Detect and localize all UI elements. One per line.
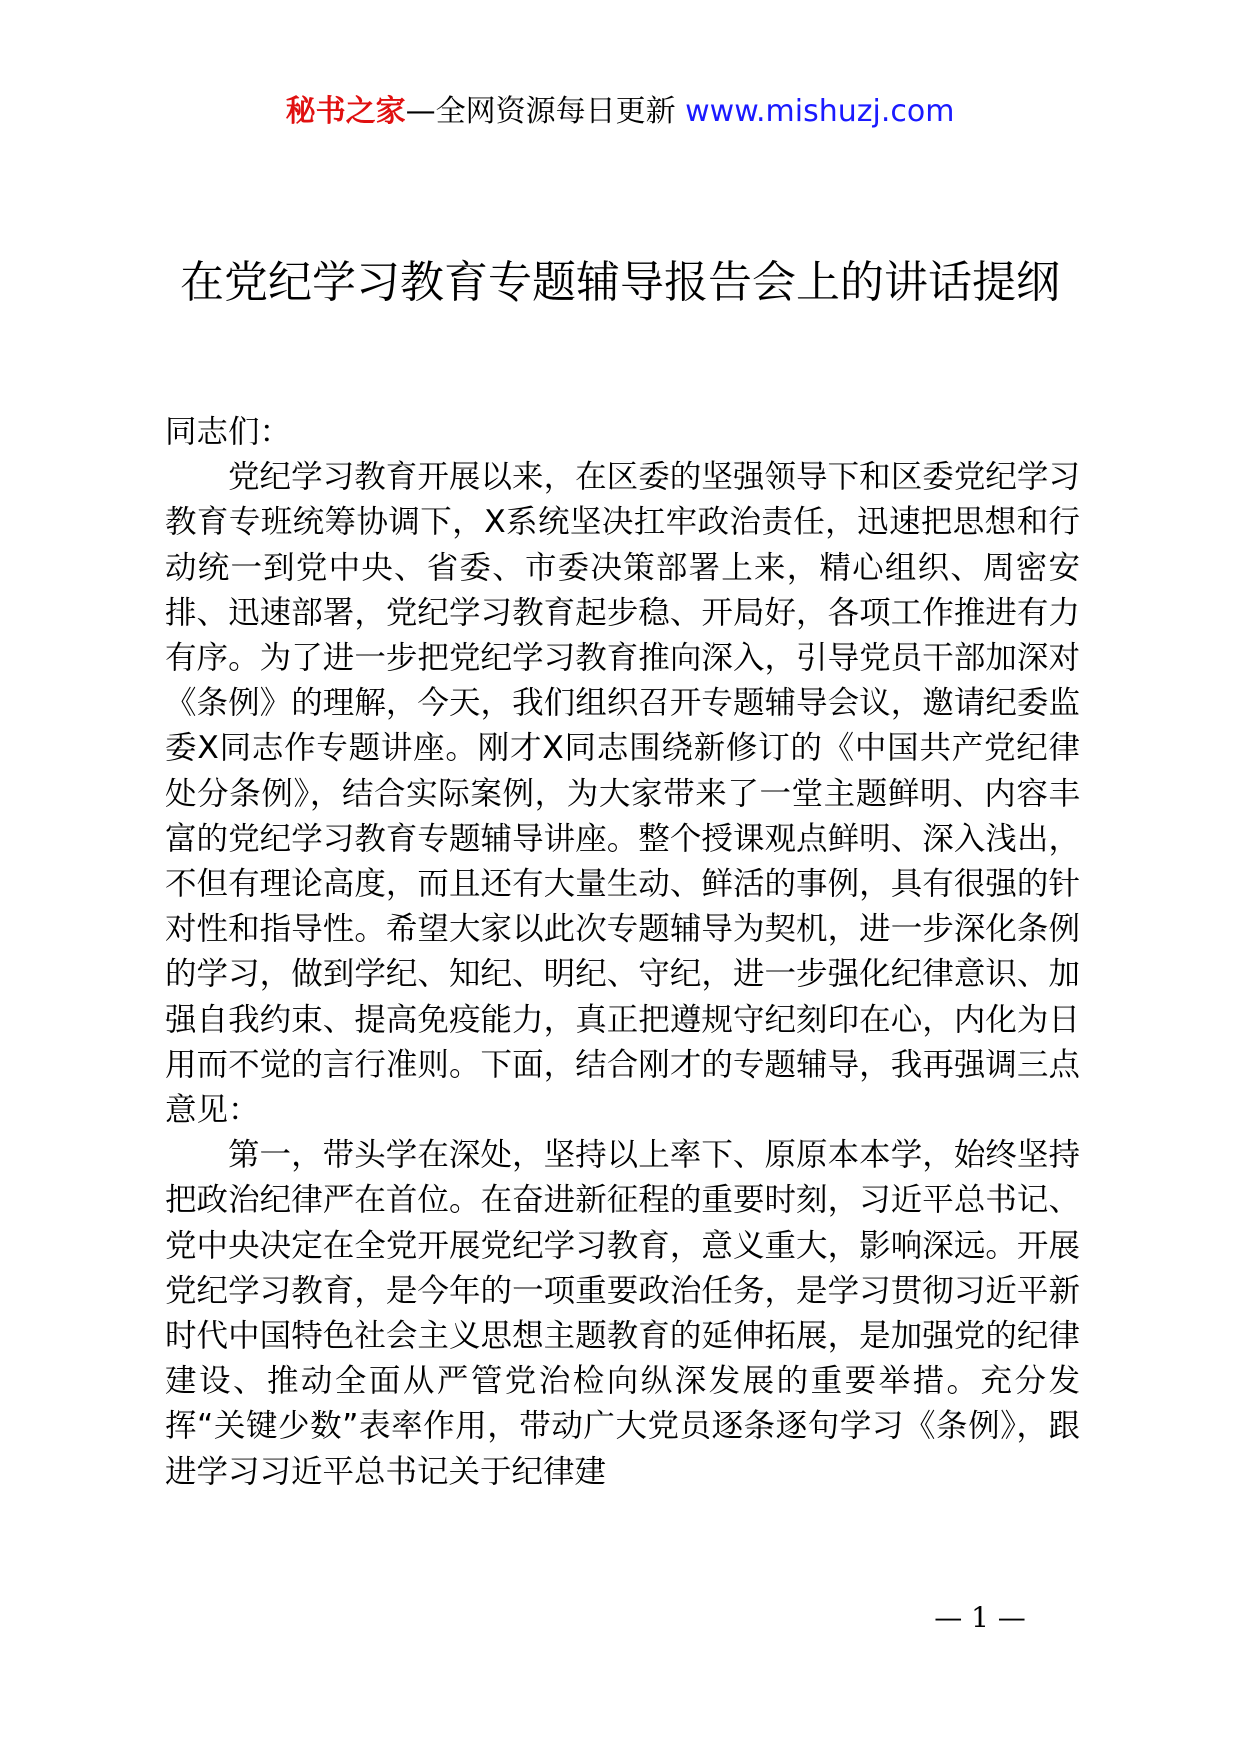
body-paragraph-1: 党纪学习教育开展以来，在区委的坚强领导下和区委党纪学习教育专班统筹协调下，X系统坚决扛牢政治责任，迅速把思想和行动统一到党中央、省委、市委决策部署上来，精心组织、周密安排、迅速部署，党纪学习教育起步稳、开局好，各项工作推进有力有序。为了进一步把党纪学习教育推向深入，引导党员干部加深对《条例》的理解，今天，我们组织召开专题辅导会议，邀请纪委监委X同志作专题讲座。刚才X同志围绕新修订的《中国共产党纪律处分条例》，结合实际案例，为大家带来了一堂主题鲜明、内容丰富的党纪学习教育专题辅导讲座。整个授课观点鲜明、深入浅出，不但有理论高度，而且还有大量生动、鲜活的事例，具有很强的针对性和指导性。希望大家以此次专题辅导为契机，进一步深化条例的学习，做到学纪、知纪、明纪、守纪，进一步强化纪律意识、加强自我约束、提高免疫能力，真正把遵规守纪刻印在心，内化为日用而不觉的言行准则。下面，结合刚才的专题辅导，我再强调三点意见： — [165, 459, 1080, 1129]
salutation: 同志们： — [165, 414, 292, 450]
body-paragraph-2: 第一，带头学在深处，坚持以上率下、原原本本学，始终坚持把政治纪律严在首位。在奋进新征程的重要时刻，习近平总书记、党中央决定在全党开展党纪学习教育，意义重大，影响深远。开展党纪学习教育，是今年的一项重要政治任务，是学习贯彻习近平新时代中国特色社会主义思想主题教育的延伸拓展，是加强党的纪律建设、推动全面从严管党治检向纵深发展的重要举措。充分发挥“关键少数”表率作用，带动广大党员逐条逐句学习《条例》，跟进学习习近平总书记关于纪律建 — [165, 1137, 1080, 1490]
site-brand: 秘书之家 — [285, 94, 406, 129]
site-tagline: —全网资源每日更新 — [405, 94, 676, 129]
document-title: 在党纪学习教育专题辅导报告会上的讲话提纲 — [180, 257, 1060, 308]
document-body — [165, 410, 1080, 1495]
page-number: — 1 — — [934, 1601, 1026, 1634]
site-header — [0, 92, 1240, 132]
site-url-link[interactable]: www.mishuzj.com — [685, 94, 955, 129]
